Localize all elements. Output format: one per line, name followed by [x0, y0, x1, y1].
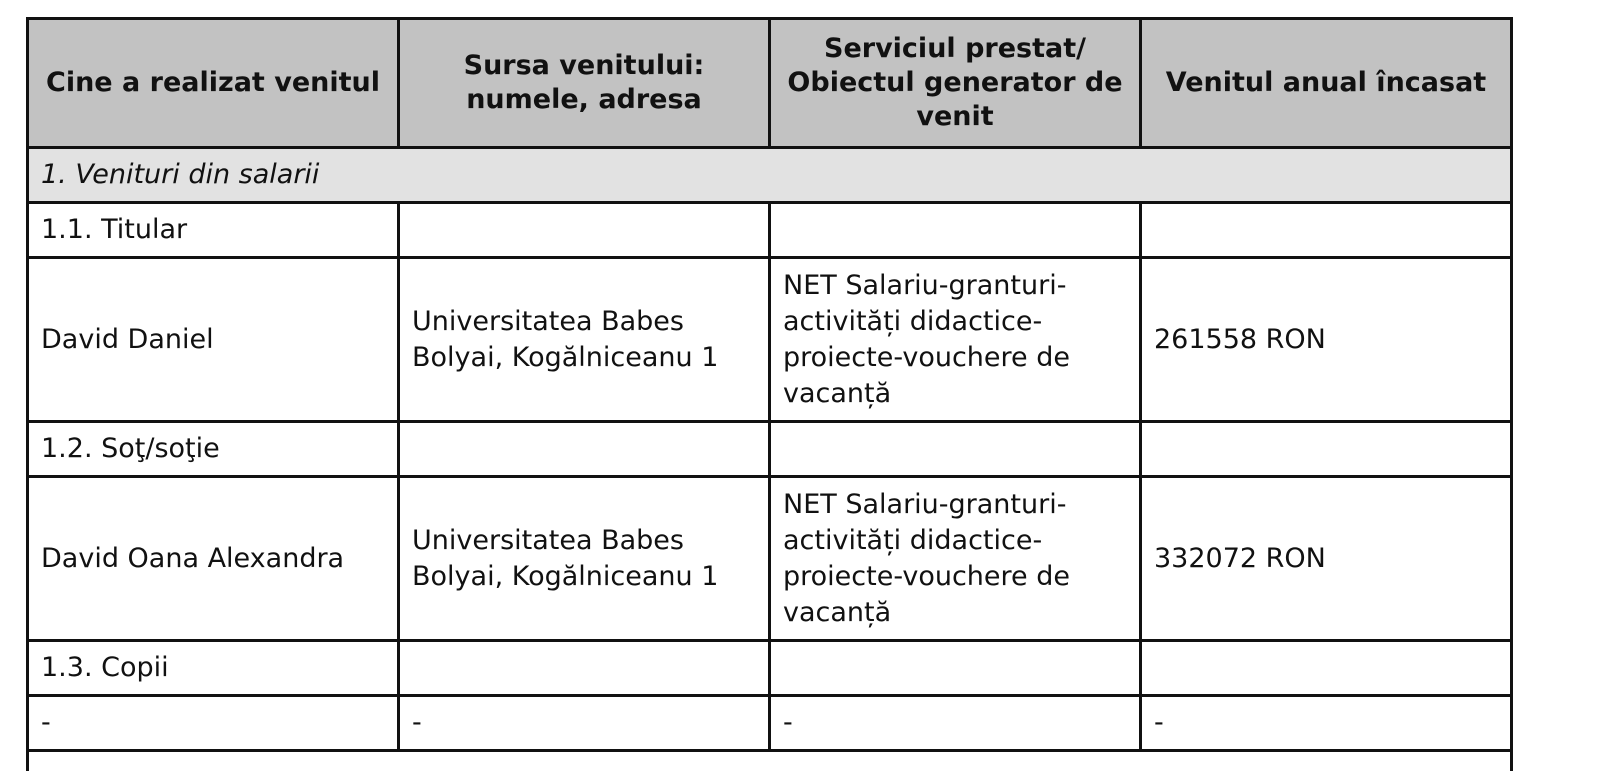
table-row	[28, 696, 1512, 751]
cell-who: David Oana Alexandra	[28, 477, 399, 641]
cell-who: -	[28, 696, 399, 751]
income-table	[26, 17, 1513, 771]
group-label-titular: 1.1. Titular	[28, 203, 399, 258]
section-row	[28, 148, 1512, 203]
empty-cell	[1141, 422, 1512, 477]
cell-source: Universitatea Babes Bolyai, Kogălniceanu 1	[399, 477, 770, 641]
cutoff-cell	[28, 751, 1512, 771]
group-label-row	[28, 203, 1512, 258]
header-row	[28, 19, 1512, 148]
empty-cell	[770, 422, 1141, 477]
header-source: Sursa venitului: numele, adresa	[399, 19, 770, 148]
empty-cell	[399, 641, 770, 696]
cell-source: Universitatea Babes Bolyai, Kogălniceanu 1	[399, 258, 770, 422]
section-title: 1. Venituri din salarii	[28, 148, 1512, 203]
cell-service: NET Salariu-granturi-activități didactice-proiecte-vouchere de vacanță	[770, 258, 1141, 422]
group-label-row	[28, 641, 1512, 696]
group-label-spouse: 1.2. Soţ/soţie	[28, 422, 399, 477]
header-who: Cine a realizat venitul	[28, 19, 399, 148]
group-label-row	[28, 422, 1512, 477]
empty-cell	[399, 422, 770, 477]
header-income: Venitul anual încasat	[1141, 19, 1512, 148]
cell-income: -	[1141, 696, 1512, 751]
cell-who: David Daniel	[28, 258, 399, 422]
cell-income: 261558 RON	[1141, 258, 1512, 422]
empty-cell	[399, 203, 770, 258]
header-service: Serviciul prestat/ Obiectul generator de venit	[770, 19, 1141, 148]
table-row	[28, 258, 1512, 422]
table-row	[28, 477, 1512, 641]
cell-income: 332072 RON	[1141, 477, 1512, 641]
cell-service: -	[770, 696, 1141, 751]
empty-cell	[1141, 641, 1512, 696]
cell-source: -	[399, 696, 770, 751]
empty-cell	[770, 203, 1141, 258]
empty-cell	[1141, 203, 1512, 258]
cutoff-row	[28, 751, 1512, 771]
group-label-children: 1.3. Copii	[28, 641, 399, 696]
empty-cell	[770, 641, 1141, 696]
cell-service: NET Salariu-granturi-activități didactice-proiecte-vouchere de vacanță	[770, 477, 1141, 641]
